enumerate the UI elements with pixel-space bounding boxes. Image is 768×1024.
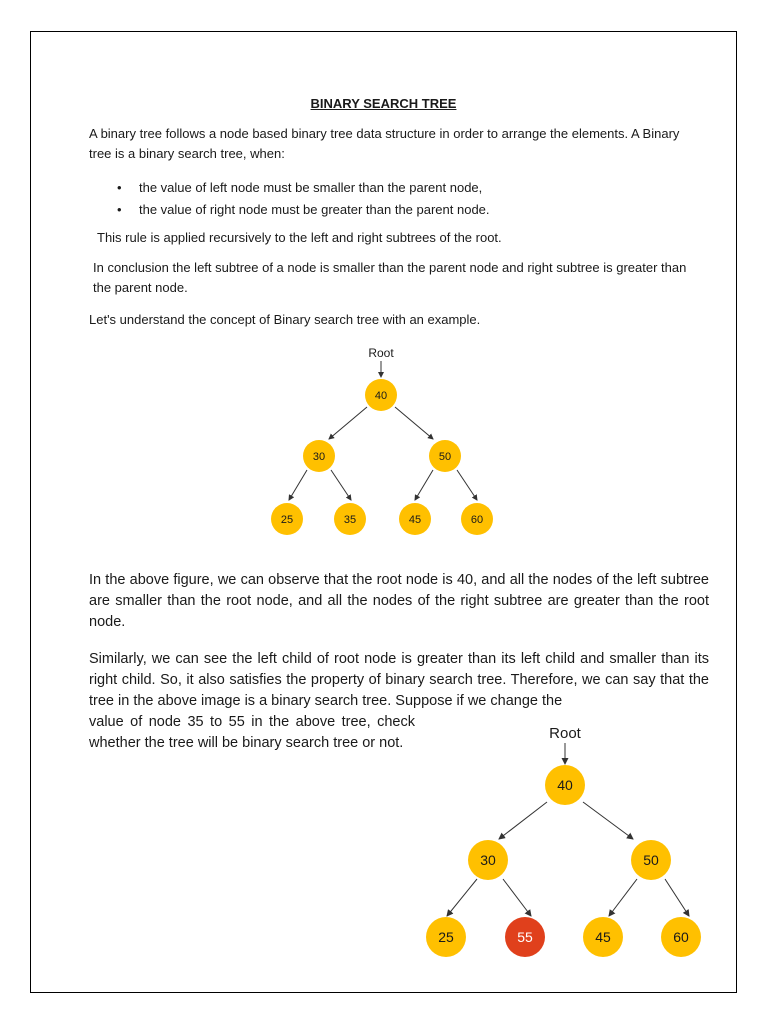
svg-text:40: 40: [557, 777, 573, 793]
tree-edge: [665, 879, 689, 916]
svg-text:30: 30: [480, 852, 496, 868]
svg-text:60: 60: [470, 514, 484, 526]
change-value-paragraph: value of node 35 to 55 in the above tree, check whether the tree will be binary search tree or not.: [89, 714, 415, 751]
tree-edge: [499, 802, 547, 839]
svg-text:60: 60: [673, 929, 689, 945]
observation-paragraph: In the above figure, we can observe that the root node is 40, and all the nodes of the left subtree are smaller than the root node, and all the nodes of the right subtree are greater than the root node.: [89, 572, 709, 630]
tree-edge: [329, 407, 367, 439]
bullet-item: • the value of left node must be smaller than the parent node,: [117, 177, 490, 199]
tree-node: [365, 379, 397, 411]
tree-node: [631, 840, 671, 880]
svg-text:50: 50: [643, 852, 659, 868]
tree-node: [545, 765, 585, 805]
tree-edge: [447, 879, 477, 916]
svg-text:50: 50: [438, 451, 452, 463]
tree-diagram-2: [415, 718, 715, 964]
svg-text:55: 55: [517, 929, 533, 945]
tree-node: [334, 503, 366, 535]
example-intro-paragraph: Let's understand the concept of Binary search tree with an example.: [89, 312, 481, 327]
bullet-item: • the value of right node must be greater than the parent node.: [117, 199, 490, 221]
tree-node: [429, 440, 461, 472]
svg-text:35: 35: [343, 514, 357, 526]
root-label: Root: [368, 346, 394, 360]
svg-text:30: 30: [312, 451, 326, 463]
tree-edge: [503, 879, 531, 916]
tree-edge: [415, 470, 433, 500]
tree-node: [468, 840, 508, 880]
bullet-list: [117, 177, 490, 221]
tree-node: [303, 440, 335, 472]
tree-node: [461, 503, 493, 535]
tree-node: [399, 503, 431, 535]
svg-text:45: 45: [595, 929, 611, 945]
svg-text:40: 40: [374, 390, 388, 402]
svg-text:25: 25: [438, 929, 454, 945]
document-page: [30, 31, 737, 993]
tree-edge: [583, 802, 633, 839]
root-label: Root: [549, 725, 581, 742]
tree-edge: [609, 879, 637, 916]
tree-node-highlighted: [505, 917, 545, 957]
tree-edge: [331, 470, 351, 500]
tree-node: [426, 917, 466, 957]
rule-paragraph: This rule is applied recursively to the left and right subtrees of the root.: [97, 230, 502, 245]
svg-text:45: 45: [408, 514, 422, 526]
tree-node: [271, 503, 303, 535]
tree-diagram-1: [261, 342, 501, 542]
similarly-paragraph: Similarly, we can see the left child of root node is greater than its left child and smaller than its right child. So, it also satisfies the property of binary search tree. Therefore, we can say that the tree in the above image is a binary search tree. Suppose if we change the: [89, 651, 709, 709]
svg-text:25: 25: [280, 514, 294, 526]
tree-node: [583, 917, 623, 957]
conclusion-paragraph: In conclusion the left subtree of a node is smaller than the parent node and right subtree is greater than the parent node.: [93, 260, 687, 295]
tree-node: [661, 917, 701, 957]
tree-edge: [289, 470, 307, 500]
document-title: BINARY SEARCH TREE: [310, 96, 457, 111]
tree-edge: [457, 470, 477, 500]
tree-edge: [395, 407, 433, 439]
intro-paragraph: A binary tree follows a node based binary tree data structure in order to arrange the elements. A Binary tree is a binary search tree, when:: [89, 126, 680, 161]
